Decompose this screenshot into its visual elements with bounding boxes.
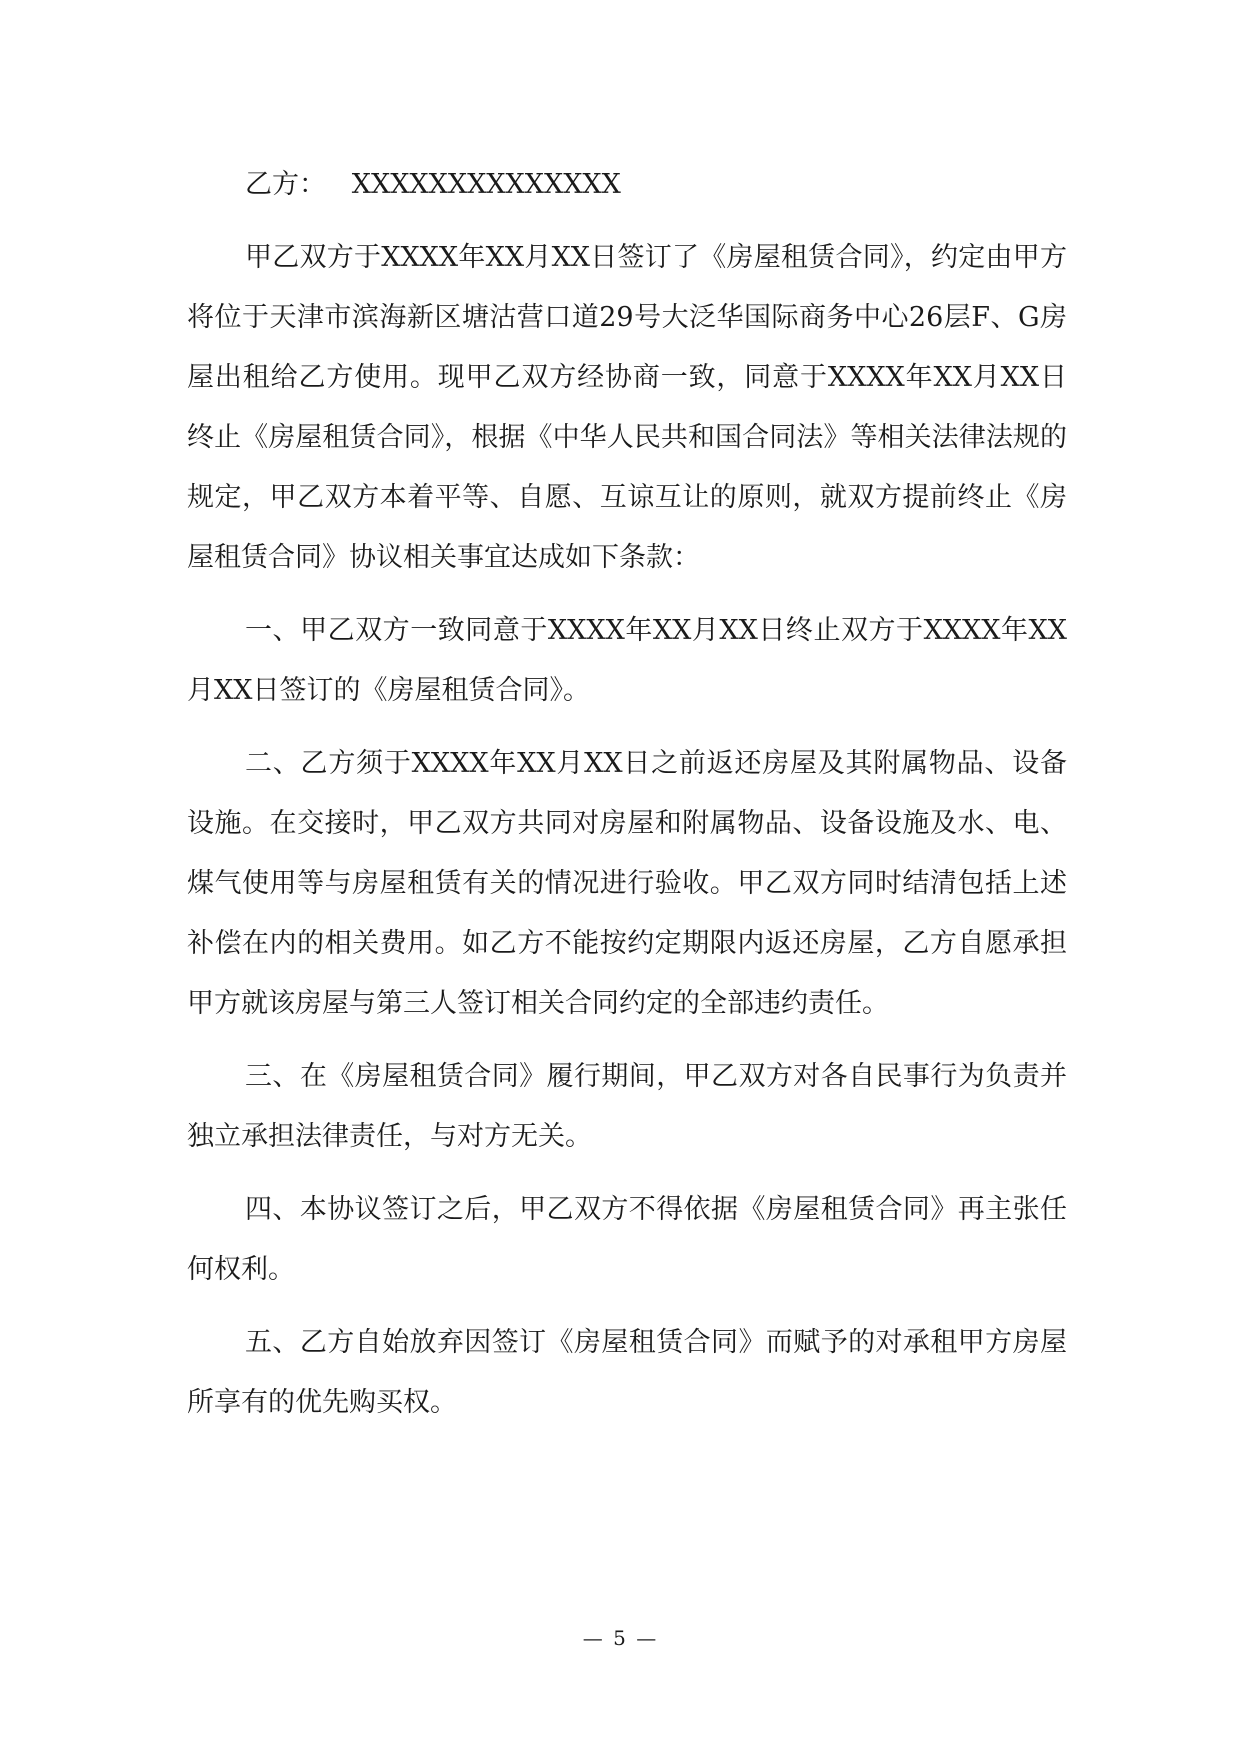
page-number: — 5 — bbox=[582, 1626, 659, 1650]
party-b-line bbox=[187, 155, 1067, 215]
intro-paragraph: 甲乙双方于XXXX年XX月XX日签订了《房屋租赁合同》，约定由甲方将位于天津市滨海新区塘沽营口道29号大泛华国际商务中心26层F、G房屋出租给乙方使用。现甲乙双方经协商一致，同意于XXXX年XX月XX日终止《房屋租赁合同》，根据《中华人民共和国合同法》等相关法律法规的规定，甲乙双方本着平等、自愿、互谅互让的原则，就双方提前终止《房屋租赁合同》协议相关事宜达成如下条款： bbox=[187, 242, 1067, 573]
clause-2: 二、乙方须于XXXX年XX月XX日之前返还房屋及其附属物品、设备设施。在交接时，甲乙双方共同对房屋和附属物品、设备设施及水、电、煤气使用等与房屋租赁有关的情况进行验收。甲乙双方同时结清包括上述补偿在内的相关费用。如乙方不能按约定期限内返还房屋，乙方自愿承担甲方就该房屋与第三人签订相关合同约定的全部违约责任。 bbox=[187, 748, 1067, 1019]
clause-1: 一、甲乙双方一致同意于XXXX年XX月XX日终止双方于XXXX年XX月XX日签订的《房屋租赁合同》。 bbox=[187, 615, 1067, 706]
document-body bbox=[187, 155, 1067, 1446]
clause-5: 五、乙方自始放弃因签订《房屋租赁合同》而赋予的对承租甲方房屋所享有的优先购买权。 bbox=[187, 1327, 1067, 1418]
party-b-label: 乙方： bbox=[245, 169, 326, 200]
party-b-value: XXXXXXXXXXXXXX bbox=[351, 169, 621, 200]
clause-4: 四、本协议签订之后，甲乙双方不得依据《房屋租赁合同》再主张任何权利。 bbox=[187, 1194, 1067, 1285]
clause-3: 三、在《房屋租赁合同》履行期间，甲乙双方对各自民事行为负责并独立承担法律责任，与对方无关。 bbox=[187, 1061, 1067, 1152]
